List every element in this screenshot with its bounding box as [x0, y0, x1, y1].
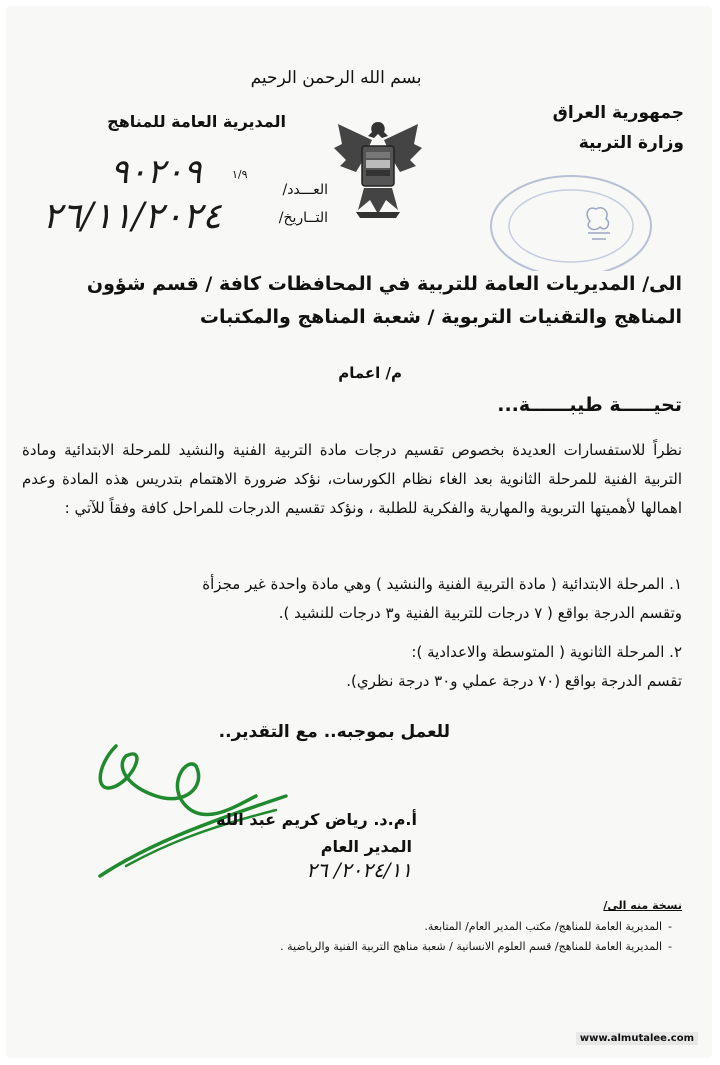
list-item-line: تقسم الدرجة بواقع (٧٠ درجة عملي و٣٠ درجة نظري). [346, 672, 682, 690]
subject-line: م/ اعمام [338, 364, 402, 382]
handwritten-number: ٩٠٢٠٩ [110, 152, 202, 192]
date-label: التــاريخ/ [278, 210, 328, 226]
body-text: نظراً للاستفسارات العديدة بخصوص تقسيم درجات مادة التربية الفنية والنشيد للمرحلة الابتدائية ومادة التربية الفنية للمرحلة الثانوية بعد الغاء نظام الكورسات، نؤكد ضرورة الاهتمام بتدريس هذه المادة وعدم اهمالها لأهميتها التربوية والمهارية والفكرية للطلبة ، ونؤكد تقسيم الدرجات للمراحل كافة وفقاً للآتي : [22, 441, 682, 517]
recipient-line: المناهج والتقنيات التربوية / شعبة المناهج والمكتبات [199, 306, 682, 328]
number-label: العـــدد/ [282, 182, 328, 198]
country-name: جمهورية العراق [552, 103, 684, 123]
issuer-block [524, 98, 684, 158]
list-item-line: ٢. المرحلة الثانوية ( المتوسطة والاعدادية ): [411, 643, 682, 661]
signatory-title: المدير العام [320, 837, 412, 856]
site-watermark: www.almutalee.com [576, 1032, 698, 1045]
list-item [22, 570, 682, 628]
recipient-block [42, 268, 682, 334]
closing-line: للعمل بموجبه.. مع التقدير.. [218, 722, 450, 742]
signatory-name: أ.م.د. رياض كريم عبد الله [216, 810, 417, 829]
signature-date: ٢٠٢٤/١١/ ٢٦ [306, 858, 412, 882]
official-stamp-icon [476, 171, 656, 271]
greeting: تحيـــــة طيبــــــة... [497, 394, 682, 416]
body-paragraph [22, 436, 682, 523]
number-prefix: ١/٩ [232, 168, 248, 181]
ministry-name: وزارة التربية [578, 133, 684, 153]
copy-recipient: - المديرية العامة للمناهج/ مكتب المدير العام/ المتابعة. [72, 918, 672, 936]
recipient-line: الى/ المديريات العامة للتربية في المحافظات كافة / قسم شؤون [86, 273, 682, 295]
list-item-line: ١. المرحلة الابتدائية ( مادة التربية الفنية والنشيد ) وهي مادة واحدة غير مجزأة [202, 575, 682, 593]
copies-heading: نسخة منه الى/ [603, 899, 682, 912]
directorate-name: المديرية العامة للمناهج [107, 112, 286, 131]
list-item [22, 638, 682, 696]
handwritten-date: ٢٦/١١/٢٠٢٤ [42, 196, 222, 237]
basmala: بسم الله الرحمن الرحيم [250, 68, 422, 88]
iraq-emblem-icon [328, 114, 428, 224]
document-page [6, 6, 712, 1058]
copy-recipient: - المديرية العامة للمناهج/ قسم العلوم الانسانية / شعبة مناهج التربية الفنية والرياضية . [72, 938, 672, 956]
list-item-line: وتقسم الدرجة بواقع ( ٧ درجات للتربية الفنية و٣ درجات للنشيد ). [278, 604, 682, 622]
